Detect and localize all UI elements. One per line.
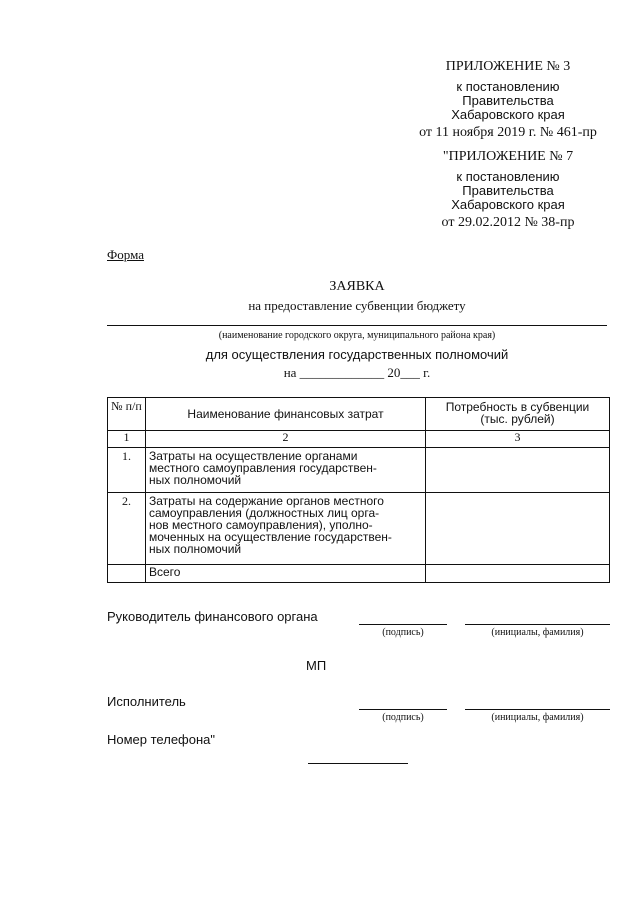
table-row [108, 493, 610, 565]
row-text-line: ных полномочий [149, 542, 242, 556]
col-name-header: Наименование финансовых затрат [146, 398, 426, 431]
row-text-line: самоуправления (должностных лиц орга- [149, 506, 380, 520]
table-header-row [108, 398, 610, 431]
row-number: 2. [108, 493, 146, 565]
appendix-3-line3: Хабаровского края [451, 107, 565, 122]
total-amount-cell[interactable] [426, 565, 610, 583]
phone-label: Номер телефона" [107, 732, 215, 747]
col-number-header [108, 398, 146, 431]
executor-signature-hint: (подпись) [382, 712, 424, 723]
table-row [108, 448, 610, 493]
budget-name-line [107, 325, 607, 326]
seal-place-label: МП [306, 658, 327, 673]
appendix-7-date: от 29.02.2012 № 38-пр [441, 215, 575, 230]
appendix-7-line1: к постановлению [456, 169, 560, 184]
row-number: 1. [108, 448, 146, 493]
executor-name-line[interactable] [465, 709, 610, 710]
head-name-hint: (инициалы, фамилия) [491, 627, 584, 638]
row-text-line: местного самоуправления государствен- [149, 461, 377, 475]
form-label: Форма [107, 247, 144, 262]
col-need-label: Потребность в субвенции [445, 400, 590, 414]
appendix-7-title: "ПРИЛОЖЕНИЕ № 7 [442, 149, 574, 164]
executor-name-hint: (инициалы, фамилия) [491, 712, 584, 723]
executor-signature-line[interactable] [359, 709, 447, 710]
row-description [146, 448, 426, 493]
table-numbering-row [108, 431, 610, 448]
document-subtitle: на предоставление субвенции бюджету [248, 298, 466, 313]
numbering-cell: 2 [146, 431, 426, 448]
numbering-cell: 3 [426, 431, 610, 448]
table-total-row [108, 565, 610, 583]
row-description [146, 493, 426, 565]
head-signature-line[interactable] [359, 624, 447, 625]
phone-line[interactable] [308, 763, 408, 764]
numbering-cell: 1 [108, 431, 146, 448]
col-need-unit: (тыс. рублей) [480, 412, 555, 426]
col-need-header [426, 398, 610, 431]
row-text-line: Затраты на осуществление органами [149, 449, 358, 463]
budget-name-hint: (наименование городского округа, муниципального района края) [218, 330, 496, 341]
total-label: Всего [146, 565, 426, 583]
appendix-3-date: от 11 ноября 2019 г. № 461-пр [419, 125, 597, 140]
appendix-3-line1: к постановлению [456, 79, 560, 94]
period-line: на _____________ 20___ г. [283, 365, 431, 380]
col-number-label: № п/п [111, 399, 142, 413]
row-text-line: нов местного самоуправления), уполно- [149, 518, 373, 532]
head-of-finance-label: Руководитель финансового органа [107, 609, 318, 624]
appendix-3-block [396, 60, 620, 140]
expenses-table [107, 397, 610, 583]
document-title: ЗАЯВКА [329, 279, 385, 294]
row-amount-cell[interactable] [426, 493, 610, 565]
row-amount-cell[interactable] [426, 448, 610, 493]
executor-label: Исполнитель [107, 694, 186, 709]
appendix-3-title: ПРИЛОЖЕНИЕ № 3 [445, 59, 571, 74]
head-name-line[interactable] [465, 624, 610, 625]
appendix-3-line2: Правительства [462, 93, 554, 108]
appendix-7-line3: Хабаровского края [451, 197, 565, 212]
appendix-7-block [396, 150, 620, 230]
row-text-line: ных полномочий [149, 473, 242, 487]
row-text-line: Затраты на содержание органов местного [149, 494, 384, 508]
row-text-line: моченных на осуществление государствен- [149, 530, 392, 544]
total-number-cell [108, 565, 146, 583]
appendix-7-line2: Правительства [462, 183, 554, 198]
purpose-line: для осуществления государственных полномочий [205, 347, 509, 362]
head-signature-hint: (подпись) [382, 627, 424, 638]
